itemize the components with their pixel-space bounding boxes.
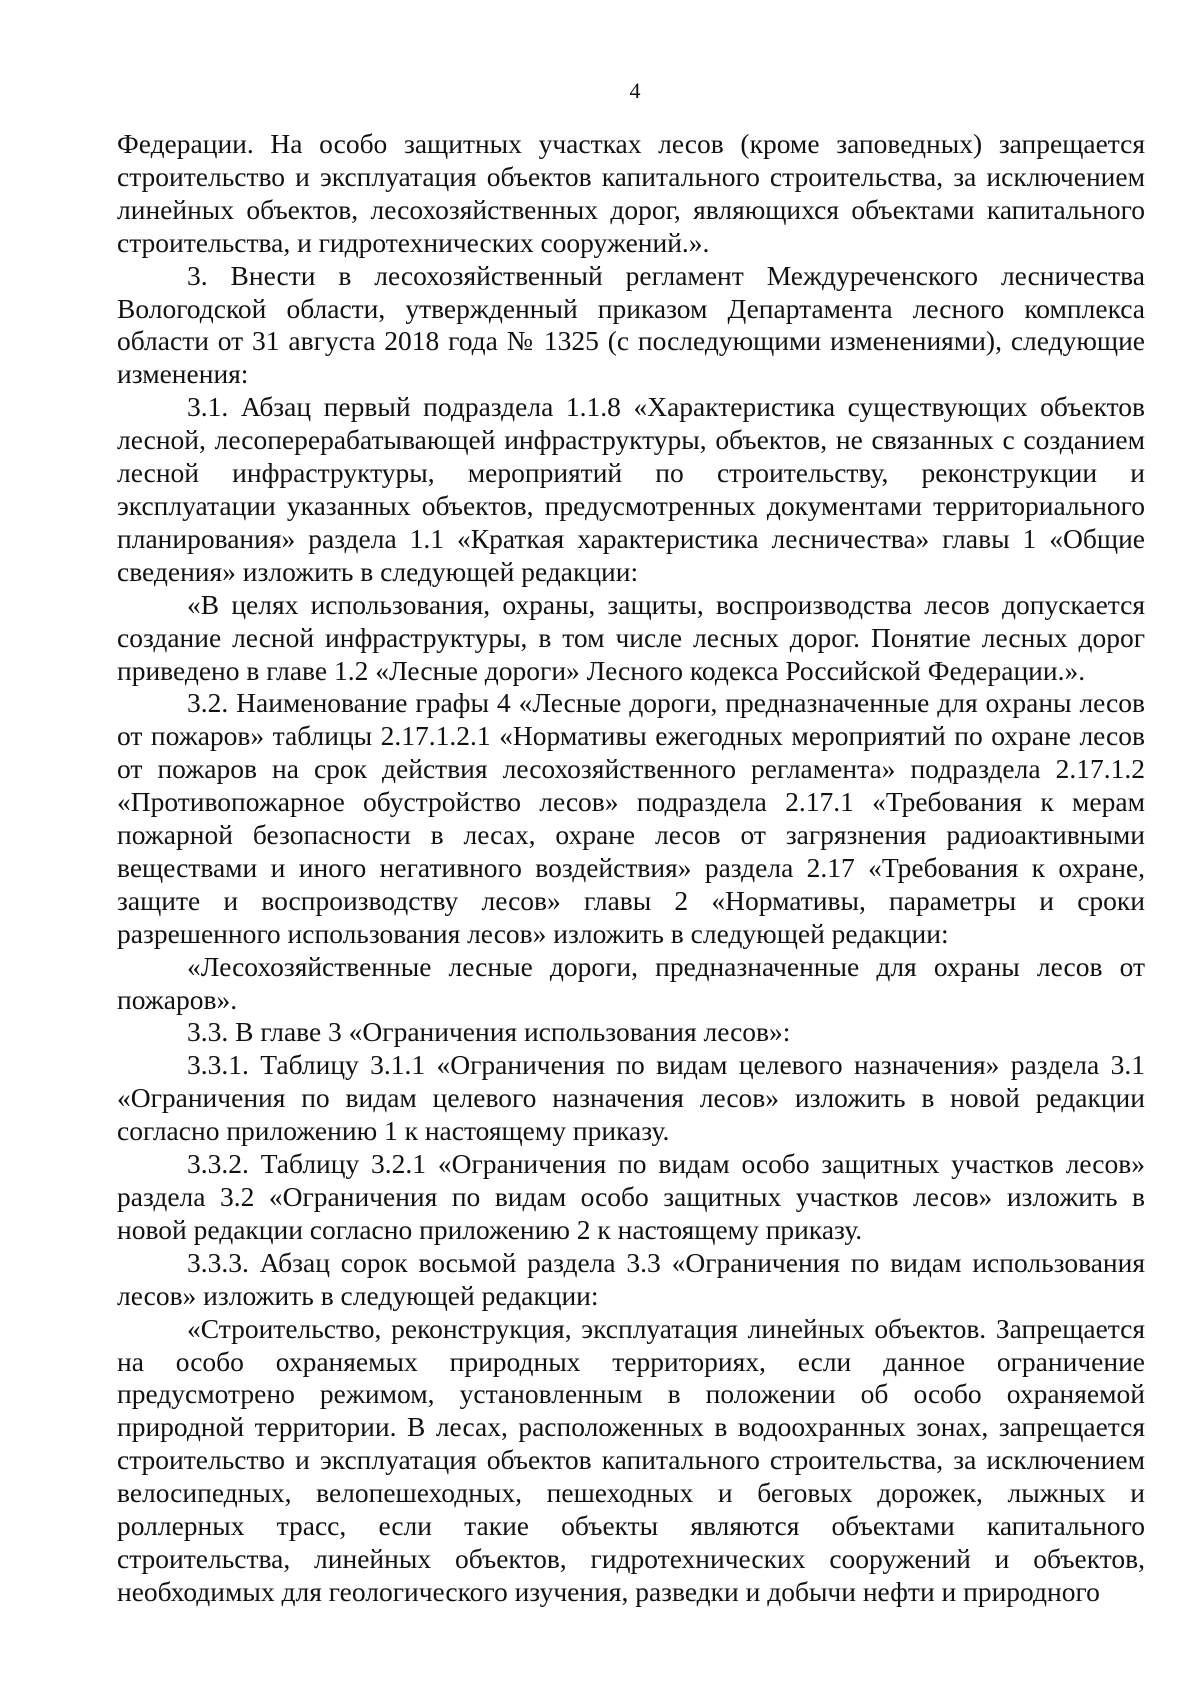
paragraph-item-3-3: 3.3. В главе 3 «Ограничения использования лесов»:: [187, 1016, 791, 1048]
paragraph-item-3: 3. Внести в лесохозяйственный регламент Междуреченского лесничества Вологодской области, утвержденный приказом Департамента лесного комплекса области от 31 августа 2018 года № 1325 (с последующими изменениями), следующие изменения:: [117, 259, 1145, 390]
paragraph-quote-3-2: «Лесохозяйственные лесные дороги, предназначенные для охраны лесов от пожаров».: [117, 950, 1145, 1015]
paragraph-quote-3-1: «В целях использования, охраны, защиты, воспроизводства лесов допускается создание лесной инфраструктуры, в том числе лесных дорог. Понятие лесных дорог приведено в главе 1.2 «Лесные дороги» Лесного кодекса Российской Федерации.».: [117, 588, 1145, 686]
paragraph-item-3-3-3: 3.3.3. Абзац сорок восьмой раздела 3.3 «Ограничения по видам использования лесов» изложить в следующей редакции:: [117, 1246, 1145, 1311]
paragraph-item-3-3-1: 3.3.1. Таблицу 3.1.1 «Ограничения по видам целевого назначения» раздела 3.1 «Ограничения по видам целевого назначения лесов» изложить в новой редакции согласно приложению 1 к настоящему приказу.: [117, 1049, 1145, 1147]
paragraph-item-3-1: 3.1. Абзац первый подраздела 1.1.8 «Характеристика существующих объектов лесной, лесоперерабатывающей инфраструктуры, объектов, не связанных с созданием лесной инфраструктуры, мероприятий по строительству, реконструкции и эксплуатации указанных объектов, предусмотренных документами территориального планирования» раздела 1.1 «Краткая характеристика лесничества» главы 1 «Общие сведения» изложить в следующей редакции:: [117, 391, 1145, 587]
paragraph-quote-3-3-3: «Строительство, реконструкция, эксплуатация линейных объектов. Запрещается на особо охраняемых природных территориях, если данное ограничение предусмотрено режимом, установленным в положении об особо охраняемой природной территории. В лесах, расположенных в водоохранных зонах, запрещается строительство и эксплуатация объектов капитального строительства, за исключением велосипедных, велопешеходных, пешеходных и беговых дорожек, лыжных и роллерных трасс, если такие объекты являются объектами капитального строительства, линейных объектов, гидротехнических сооружений и объектов, необходимых для геологического изучения, разведки и добычи нефти и природного: [117, 1312, 1145, 1607]
paragraph-item-3-2: 3.2. Наименование графы 4 «Лесные дороги, предназначенные для охраны лесов от пожаров» таблицы 2.17.1.2.1 «Нормативы ежегодных мероприятий по охране лесов от пожаров на срок действия лесохозяйственного регламента» подраздела 2.17.1.2 «Противопожарное обустройство лесов» подраздела 2.17.1 «Требования к мерам пожарной безопасности в лесах, охране лесов от загрязнения радиоактивными веществами и иного негативного воздействия» раздела 2.17 «Требования к охране, защите и воспроизводству лесов» главы 2 «Нормативы, параметры и сроки разрешенного использования лесов» изложить в следующей редакции:: [117, 687, 1145, 949]
page-number: 4: [629, 78, 641, 103]
document-body: [117, 128, 1145, 1609]
paragraph-item-3-3-2: 3.3.2. Таблицу 3.2.1 «Ограничения по видам особо защитных участков лесов» раздела 3.2 «Ограничения по видам особо защитных участков лесов» изложить в новой редакции согласно приложению 2 к настоящему приказу.: [117, 1148, 1145, 1245]
paragraph-continuation: Федерации. На особо защитных участках лесов (кроме заповедных) запрещается строительство и эксплуатация объектов капитального строительства, за исключением линейных объектов, лесохозяйственных дорог, являющихся объектами капитального строительства, и гидротехнических сооружений.».: [117, 128, 1145, 258]
